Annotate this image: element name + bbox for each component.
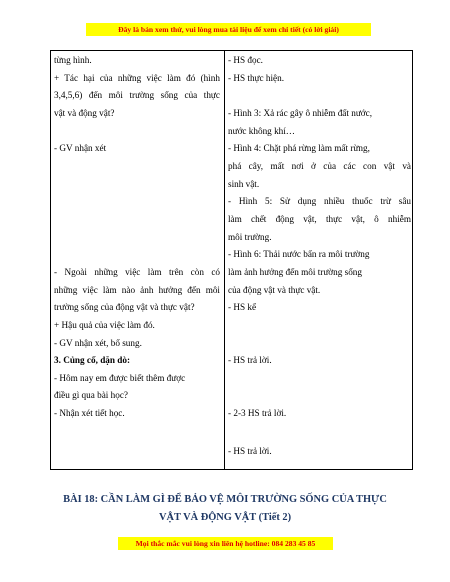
teacher-activity-line: - GV nhận xét: [54, 143, 107, 153]
student-activity-line: phá cây, mất nơi ở của các con vật và: [228, 161, 411, 171]
teacher-activity-line: - GV nhận xét, bổ sung.: [54, 338, 142, 348]
teacher-activity-line: + Hậu quả của việc làm đó.: [54, 320, 155, 330]
teacher-activity-line: - Nhận xét tiết học.: [54, 408, 125, 418]
lesson-table: [50, 50, 413, 470]
preview-notice-banner: Đây là bản xem thử, vui lòng mua tài liệu để xem chi tiết (có lời giải): [86, 23, 371, 36]
student-activity-line: - Hình 6: Thải nước bẩn ra môi trường: [228, 249, 370, 259]
student-activity-line: nước không khí…: [228, 126, 295, 136]
teacher-activity-line: vật và động vật?: [54, 108, 115, 118]
student-activity-line: - HS thực hiện.: [228, 73, 285, 83]
teacher-activity-line: điều gì qua bài học?: [54, 390, 128, 400]
column-divider: [224, 51, 225, 469]
teacher-activity-line: từng hình.: [54, 55, 92, 65]
teacher-activity-line: 3,4,5,6) đến môi trường sống của thực: [54, 90, 220, 100]
teacher-activity-line: + Tác hại của những việc làm đó (hình: [54, 73, 220, 83]
student-activity-line: - HS trả lời.: [228, 355, 272, 365]
student-activity-line: - HS kể: [228, 302, 257, 312]
student-activity-line: - Hình 5: Sử dụng nhiều thuốc trừ sâu: [228, 196, 411, 206]
student-activity-line: làm chết động vật, thực vật, ô nhiễm: [228, 214, 411, 224]
student-activity-line: - Hình 3: Xả rác gây ô nhiễm đất nước,: [228, 108, 373, 118]
student-activity-line: - Hình 4: Chặt phá rừng làm mất rừng,: [228, 143, 370, 153]
teacher-activity-line: trường sống của động vật và thực vật?: [54, 302, 195, 312]
student-activity-line: môi trường.: [228, 232, 272, 242]
hotline-banner: Mọi thắc mắc vui lòng xin liên hệ hotline: 084 283 45 85: [118, 537, 333, 550]
student-activity-line: - 2-3 HS trả lời.: [228, 408, 287, 418]
student-activity-line: - HS trả lời.: [228, 446, 272, 456]
student-activity-line: làm ảnh hưởng đến môi trường sống: [228, 267, 362, 277]
student-activity-line: của động vật và thực vật.: [228, 285, 321, 295]
lesson-title-continued: VẬT VÀ ĐỘNG VẬT (Tiết 2): [158, 512, 292, 523]
teacher-activity-line: - Ngoài những việc làm trên còn có: [54, 267, 220, 277]
student-activity-line: - HS đọc.: [228, 55, 263, 65]
student-activity-line: sinh vật.: [228, 179, 260, 189]
teacher-activity-line: - Hôm nay em được biết thêm được: [54, 373, 186, 383]
teacher-activity-line: những việc làm nào ảnh hưởng đến môi: [54, 285, 220, 295]
section-heading: 3. Củng cố, dặn dò:: [54, 355, 131, 365]
lesson-title: BÀI 18: CẦN LÀM GÌ ĐỂ BẢO VỆ MÔI TRƯỜNG SỐNG CỦA THỰC: [63, 494, 387, 505]
